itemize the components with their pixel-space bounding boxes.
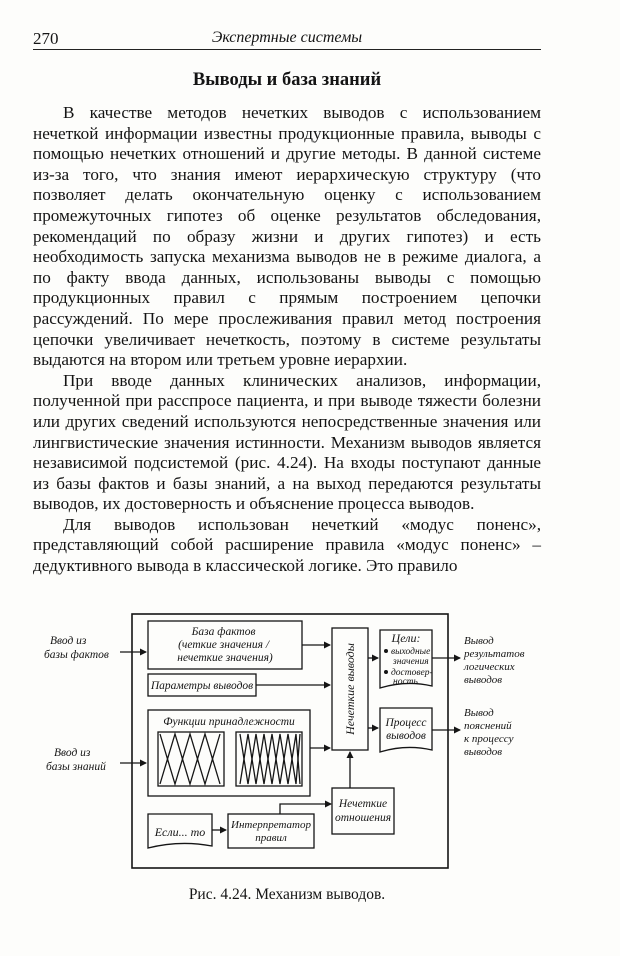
input-knowledge-label: Ввод из базы знаний (46, 747, 106, 773)
parameters-label: Параметры выводов (150, 680, 254, 692)
paragraph-2: При вводе данных клинических анализов, информации, полученной при расспросе пациента, и при выводе тяжести болезни или других сведений используются непосредственные значения или лингвистические значения истинности. Механизм выводов является независимой подсистемой (рис. 4.24). На входы поступают данные из базы фактов и базы знаний, а на выход передаются результаты выводов, их достоверность и объяснение процесса выводов. (33, 370, 541, 514)
inference-mechanism-diagram (40, 608, 540, 874)
fuzzy-inference-label: Нечеткие выводы (343, 643, 357, 735)
body-text (33, 103, 541, 577)
goals-title: Цели: (391, 631, 421, 645)
figure-caption: Рис. 4.24. Механизм выводов. (188, 886, 386, 903)
goals-item-1: выходные значения (391, 647, 431, 667)
paragraph-3: Для выводов использован нечеткий «модус поненс», представляющий собой расширение правила «модус поненс» – дедуктивного вывода в классической логике. Это правило (33, 514, 541, 576)
section-title: Выводы и база знаний (192, 70, 382, 90)
membership-triangles (160, 734, 300, 784)
output-explanation-label: Вывод пояснений к процессу выводов (464, 707, 514, 758)
fuzzy-relations-box (332, 788, 394, 834)
paragraph-1: В качестве методов нечетких выводов с использованием нечеткой информации известны продукционные правила, выводы с помощью нечетких отношений и другие методы. В данной системе из-за того, что знания имеют иерархическую структуру (что позволяет делать окончательную оценку с использованием промежуточных гипотез об оценке результатов обследования, рекомендаций по образу жизни и других гипотез) и есть необходимость запуска механизма выводов не в режиме диалога, а по факту ввода данных, использованы выводы с помощью продукционных правил с прямым построением цепочки рассуждений. По мере прослеживания правил метод построения цепочки увеличивает нечеткость, поэтому в системе результаты выдаются на втором или третьем уровне иерархии. (33, 103, 541, 370)
running-title: Экспертные системы (211, 29, 363, 46)
membership-functions-label: Функции принадлежности (163, 716, 295, 728)
page-header (33, 29, 541, 50)
output-results-label: Вывод результатов логических выводов (464, 635, 525, 686)
goals-item-2: достовер-ность (391, 668, 433, 687)
interpreter-label: Интерпретатор правил (231, 819, 311, 844)
process-label: Процесс выводов (385, 717, 427, 742)
rule-label: Если... то (154, 825, 206, 839)
input-facts-label: Ввод из базы фактов (44, 635, 109, 661)
page-number: 270 (33, 29, 59, 48)
fact-base-label: База фактов (четкие значения / нечеткие значения) (177, 626, 273, 664)
fuzzy-relations-label: Нечеткие отношения (334, 798, 392, 824)
